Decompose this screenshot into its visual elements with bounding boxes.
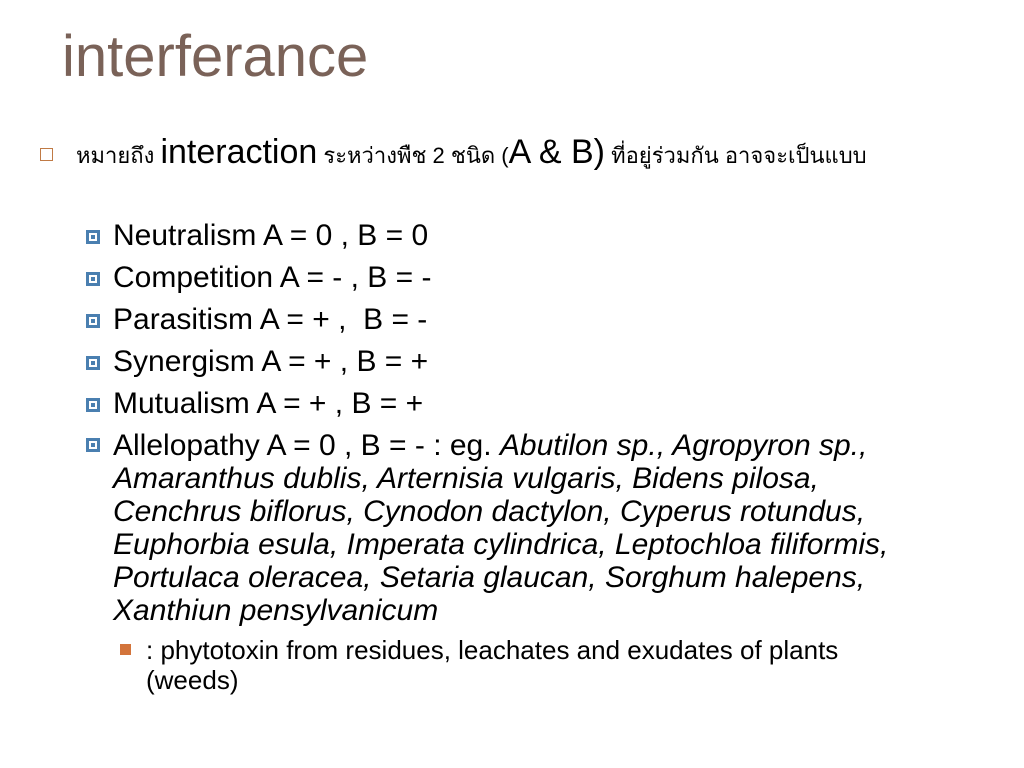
- list-item-label: Parasitism A = + , B = -: [113, 303, 428, 336]
- list-item-label: Competition A = - , B = -: [113, 261, 432, 294]
- allelopathy-species: Abutilon sp., Agropyron sp., Amaranthus dublis, Arternisia vulgaris, Bidens pilosa, Cenchrus biflorus, Cynodon dactylon, Cyperus rotundus, Euphorbia esula, Imperata cylindrica, Leptochloa filiformis, Portulaca oleracea, Setaria glaucan, Sorghum halepens, Xanthiun pensylvanicum: [113, 429, 889, 627]
- framed-square-bullet-icon: [86, 356, 100, 370]
- intro-part-3: ระหว่างพืช 2 ชนิด (: [317, 143, 509, 168]
- list-item-allelopathy: [86, 425, 926, 627]
- filled-square-bullet-icon: [120, 644, 131, 655]
- framed-square-bullet-icon: [86, 314, 100, 328]
- framed-square-bullet-icon: [86, 438, 100, 452]
- allelopathy-lead: Allelopathy A = 0 , B = - : eg.: [113, 429, 500, 462]
- list-item-label: Neutralism A = 0 , B = 0: [113, 219, 429, 252]
- subnote-text: : phytotoxin from residues, leachates and exudates of plants (weeds): [146, 635, 839, 695]
- intro-part-1: หมายถึง: [76, 143, 161, 168]
- intro-bullet: [40, 133, 940, 172]
- allelopathy-subnote: [116, 635, 926, 695]
- interaction-list: [86, 215, 926, 695]
- list-item-mutualism: [86, 383, 926, 425]
- list-item-label: Mutualism A = + , B = +: [113, 387, 424, 420]
- framed-square-bullet-icon: [86, 398, 100, 412]
- hollow-square-bullet-icon: [40, 148, 53, 161]
- intro-part-2: interaction: [160, 133, 318, 171]
- intro-part-5: ที่อยู่ร่วมกัน อาจจะเป็นแบบ: [604, 143, 867, 168]
- intro-part-4: A & B): [508, 133, 605, 171]
- list-item-neutralism: [86, 215, 926, 257]
- intro-text: [76, 133, 940, 172]
- list-item-competition: [86, 257, 926, 299]
- framed-square-bullet-icon: [86, 230, 100, 244]
- list-item-label: Synergism A = + , B = +: [113, 345, 429, 378]
- list-item-synergism: [86, 341, 926, 383]
- list-item-parasitism: [86, 299, 926, 341]
- slide-title: interferance: [62, 24, 369, 89]
- framed-square-bullet-icon: [86, 272, 100, 286]
